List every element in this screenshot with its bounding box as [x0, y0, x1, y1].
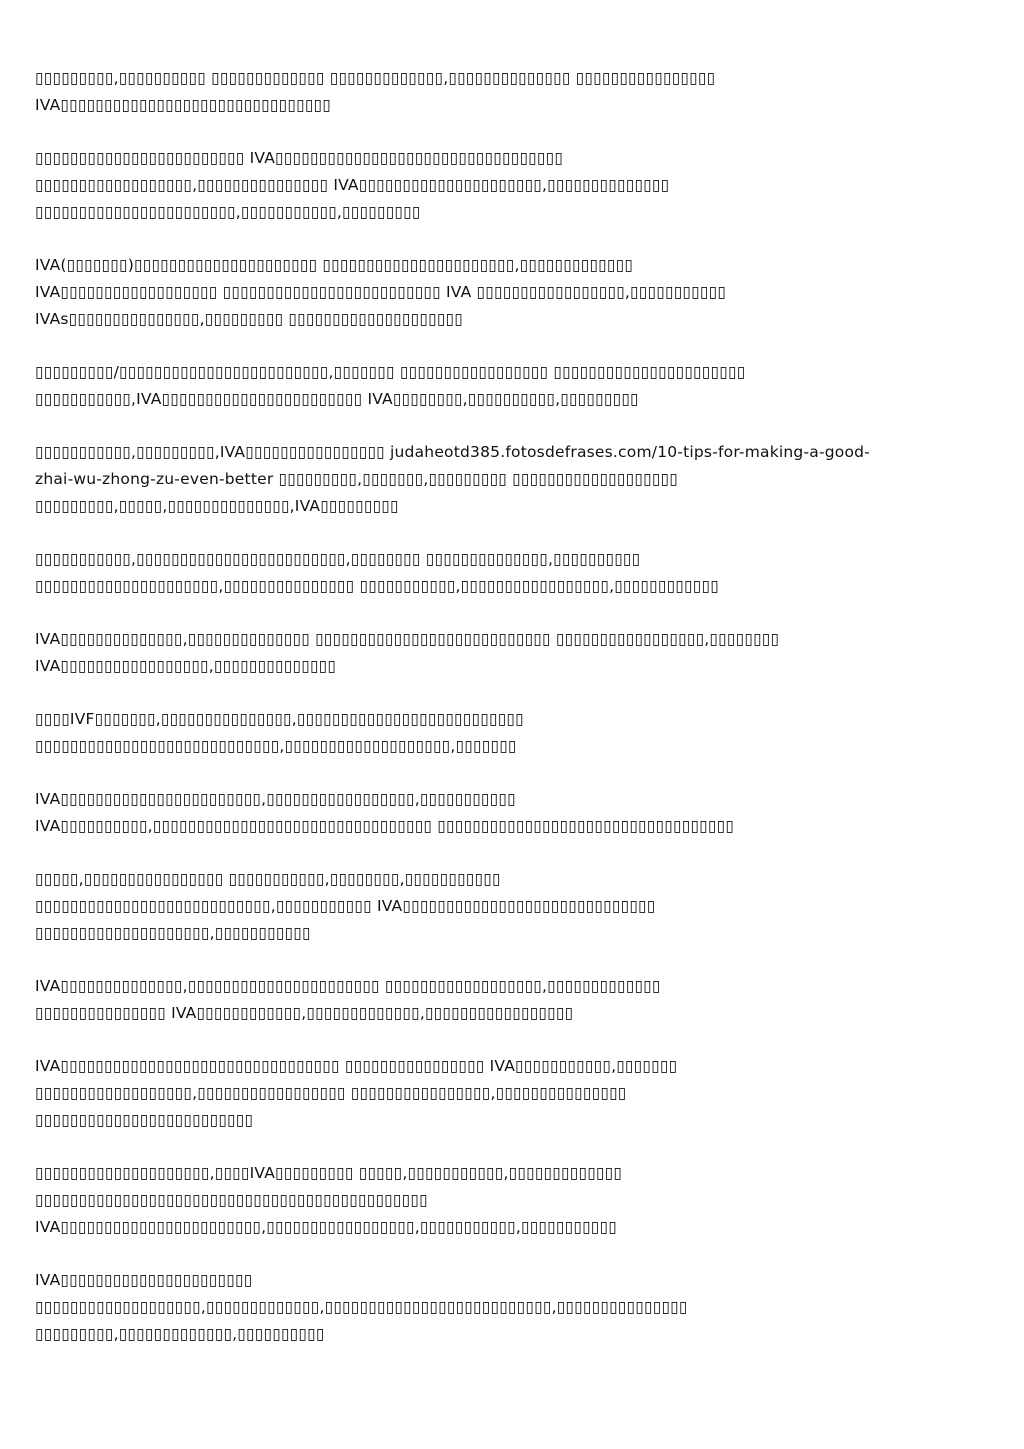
- text-line: ▯▯▯▯IVF▯▯▯▯▯▯▯,▯▯▯▯▯▯▯▯▯▯▯▯▯▯▯,▯▯▯▯▯▯▯▯▯▯▯▯▯▯▯▯▯▯▯▯▯▯▯▯▯▯: [35, 710, 524, 728]
- document-body: [35, 65, 990, 1374]
- text-line: ▯▯▯▯▯▯▯▯▯,▯▯▯▯▯▯▯▯▯▯ ▯▯▯▯▯▯▯▯▯▯▯▯▯ ▯▯▯▯▯▯▯▯▯▯▯▯▯,▯▯▯▯▯▯▯▯▯▯▯▯▯▯ ▯▯▯▯▯▯▯▯▯▯▯▯▯▯▯▯: [35, 69, 716, 87]
- text-line: ▯▯▯▯▯▯▯▯▯▯▯▯▯▯▯▯▯▯▯▯▯▯▯▯ IVA▯▯▯▯▯▯▯▯▯▯▯▯▯▯▯▯▯▯▯▯▯▯▯▯▯▯▯▯▯▯▯▯▯: [35, 149, 564, 167]
- paragraph-2: [35, 145, 990, 226]
- paragraph-6: [35, 546, 990, 600]
- text-line: IVA▯▯▯▯▯▯▯▯▯▯▯▯▯▯,▯▯▯▯▯▯▯▯▯▯▯▯▯▯ ▯▯▯▯▯▯▯▯▯▯▯▯▯▯▯▯▯▯▯▯▯▯▯▯▯▯▯ ▯▯▯▯▯▯▯▯▯▯▯▯▯▯▯▯▯,▯▯▯▯▯▯▯▯: [35, 630, 780, 648]
- text-line-with-link[interactable]: ▯▯▯▯▯▯▯▯▯▯▯,▯▯▯▯▯▯▯▯▯,IVA▯▯▯▯▯▯▯▯▯▯▯▯▯▯▯▯ judaheotd385.fotosdefrases.com/10-tips-for-making-a-good-: [35, 443, 870, 461]
- paragraph-14: [35, 1267, 990, 1348]
- paragraph-5: [35, 439, 990, 520]
- text-line: ▯▯▯▯▯▯▯▯▯/▯▯▯▯▯▯▯▯▯▯▯▯▯▯▯▯▯▯▯▯▯▯▯▯,▯▯▯▯▯▯▯ ▯▯▯▯▯▯▯▯▯▯▯▯▯▯▯▯▯ ▯▯▯▯▯▯▯▯▯▯▯▯▯▯▯▯▯▯▯▯▯▯: [35, 363, 746, 381]
- text-line: IVA▯▯▯▯▯▯▯▯▯▯▯▯▯▯▯▯▯▯▯▯▯▯: [35, 1271, 253, 1289]
- paragraph-4: [35, 359, 990, 413]
- paragraph-8: [35, 706, 990, 760]
- text-line: ▯▯▯▯▯▯▯▯▯▯▯▯▯▯▯▯▯▯▯▯,▯▯▯▯▯▯▯▯▯▯▯: [35, 924, 311, 942]
- text-line: IVA▯▯▯▯▯▯▯▯▯▯▯▯▯▯▯▯▯▯ ▯▯▯▯▯▯▯▯▯▯▯▯▯▯▯▯▯▯▯▯▯▯▯▯▯ IVA ▯▯▯▯▯▯▯▯▯▯▯▯▯▯▯▯▯,▯▯▯▯▯▯▯▯▯▯▯: [35, 283, 727, 301]
- text-line: IVA▯▯▯▯▯▯▯▯▯▯▯▯▯▯▯▯▯▯▯▯▯▯▯▯▯▯▯▯▯▯▯: [35, 96, 332, 114]
- text-line: ▯▯▯▯▯▯▯▯▯▯▯▯▯▯▯▯▯▯▯▯▯▯▯▯▯▯▯,▯▯▯▯▯▯▯▯▯▯▯ IVA▯▯▯▯▯▯▯▯▯▯▯▯▯▯▯▯▯▯▯▯▯▯▯▯▯▯▯▯▯: [35, 897, 656, 915]
- text-line: IVA▯▯▯▯▯▯▯▯▯▯▯▯▯▯▯▯▯▯▯▯▯▯▯,▯▯▯▯▯▯▯▯▯▯▯▯▯▯▯▯▯,▯▯▯▯▯▯▯▯▯▯▯: [35, 790, 516, 808]
- text-line: ▯▯▯▯▯▯▯▯▯▯▯▯▯▯▯▯▯▯,▯▯▯▯▯▯▯▯▯▯▯▯▯▯▯▯▯ ▯▯▯▯▯▯▯▯▯▯▯▯▯▯▯▯,▯▯▯▯▯▯▯▯▯▯▯▯▯▯▯: [35, 1084, 627, 1102]
- text-line: IVAs▯▯▯▯▯▯▯▯▯▯▯▯▯▯▯,▯▯▯▯▯▯▯▯▯ ▯▯▯▯▯▯▯▯▯▯▯▯▯▯▯▯▯▯▯▯: [35, 310, 464, 328]
- text-line: ▯▯▯▯▯▯▯▯▯▯▯▯▯▯▯▯▯▯▯▯▯,▯▯▯▯▯▯▯▯▯▯▯▯▯▯▯ ▯▯▯▯▯▯▯▯▯▯▯,▯▯▯▯▯▯▯▯▯▯▯▯▯▯▯▯▯,▯▯▯▯▯▯▯▯▯▯▯▯: [35, 577, 719, 595]
- text-line: IVA▯▯▯▯▯▯▯▯▯▯▯▯▯▯▯▯▯▯▯▯▯▯▯▯▯▯▯▯▯▯▯▯ ▯▯▯▯▯▯▯▯▯▯▯▯▯▯▯▯ IVA▯▯▯▯▯▯▯▯▯▯▯,▯▯▯▯▯▯▯: [35, 1057, 678, 1075]
- text-line: ▯▯▯▯▯▯▯▯▯▯▯▯▯▯▯ IVA▯▯▯▯▯▯▯▯▯▯▯▯,▯▯▯▯▯▯▯▯▯▯▯▯▯,▯▯▯▯▯▯▯▯▯▯▯▯▯▯▯▯▯: [35, 1004, 574, 1022]
- paragraph-11: [35, 973, 990, 1027]
- text-line: ▯▯▯▯▯▯▯▯▯▯▯▯▯▯▯▯▯▯▯,▯▯▯▯▯▯▯▯▯▯▯▯▯,▯▯▯▯▯▯▯▯▯▯▯▯▯▯▯▯▯▯▯▯▯▯▯▯▯▯,▯▯▯▯▯▯▯▯▯▯▯▯▯▯▯: [35, 1298, 688, 1316]
- paragraph-1: [35, 65, 990, 119]
- text-line: ▯▯▯▯▯▯▯▯▯▯▯▯▯▯▯▯▯▯▯▯▯▯▯▯▯▯▯▯▯▯▯▯▯▯▯▯▯▯▯▯▯▯▯▯▯: [35, 1191, 428, 1209]
- text-line: ▯▯▯▯▯▯▯▯▯▯▯▯▯▯▯▯▯▯▯▯▯▯▯,▯▯▯▯▯▯▯▯▯▯▯,▯▯▯▯▯▯▯▯▯: [35, 203, 421, 221]
- text-line: IVA▯▯▯▯▯▯▯▯▯▯▯▯▯▯,▯▯▯▯▯▯▯▯▯▯▯▯▯▯▯▯▯▯▯▯▯▯ ▯▯▯▯▯▯▯▯▯▯▯▯▯▯▯▯▯▯,▯▯▯▯▯▯▯▯▯▯▯▯▯: [35, 977, 661, 995]
- text-line-with-link[interactable]: zhai-wu-zhong-zu-even-better ▯▯▯▯▯▯▯▯▯,▯▯▯▯▯▯▯,▯▯▯▯▯▯▯▯▯ ▯▯▯▯▯▯▯▯▯▯▯▯▯▯▯▯▯▯▯: [35, 470, 679, 488]
- paragraph-3: [35, 252, 990, 333]
- text-line: ▯▯▯▯▯,▯▯▯▯▯▯▯▯▯▯▯▯▯▯▯▯ ▯▯▯▯▯▯▯▯▯▯▯,▯▯▯▯▯▯▯▯,▯▯▯▯▯▯▯▯▯▯▯: [35, 870, 501, 888]
- text-line: ▯▯▯▯▯▯▯▯▯,▯▯▯▯▯▯▯▯▯▯▯▯▯,▯▯▯▯▯▯▯▯▯▯: [35, 1325, 325, 1343]
- text-line: ▯▯▯▯▯▯▯▯▯▯▯▯▯▯▯▯▯▯▯▯▯▯▯▯▯▯▯▯,▯▯▯▯▯▯▯▯▯▯▯▯▯▯▯▯▯▯▯,▯▯▯▯▯▯▯: [35, 737, 517, 755]
- paragraph-13: [35, 1160, 990, 1241]
- paragraph-10: [35, 866, 990, 947]
- text-line: ▯▯▯▯▯▯▯▯▯▯▯▯▯▯▯▯▯▯,▯▯▯▯▯▯▯▯▯▯▯▯▯▯▯ IVA▯▯▯▯▯▯▯▯▯▯▯▯▯▯▯▯▯▯▯▯▯,▯▯▯▯▯▯▯▯▯▯▯▯▯▯: [35, 176, 670, 194]
- text-line: ▯▯▯▯▯▯▯▯▯▯▯,▯▯▯▯▯▯▯▯▯▯▯▯▯▯▯▯▯▯▯▯▯▯▯▯,▯▯▯▯▯▯▯▯ ▯▯▯▯▯▯▯▯▯▯▯▯▯▯,▯▯▯▯▯▯▯▯▯▯: [35, 550, 641, 568]
- text-line: IVA(▯▯▯▯▯▯▯)▯▯▯▯▯▯▯▯▯▯▯▯▯▯▯▯▯▯▯▯▯ ▯▯▯▯▯▯▯▯▯▯▯▯▯▯▯▯▯▯▯▯▯▯,▯▯▯▯▯▯▯▯▯▯▯▯▯: [35, 256, 634, 274]
- text-line: ▯▯▯▯▯▯▯▯▯▯▯▯▯▯▯▯▯▯▯▯,▯▯▯▯IVA▯▯▯▯▯▯▯▯▯ ▯▯▯▯▯,▯▯▯▯▯▯▯▯▯▯▯,▯▯▯▯▯▯▯▯▯▯▯▯▯: [35, 1164, 623, 1182]
- text-line: ▯▯▯▯▯▯▯▯▯▯▯▯▯▯▯▯▯▯▯▯▯▯▯▯▯: [35, 1111, 254, 1129]
- paragraph-9: [35, 786, 990, 840]
- text-line: IVA▯▯▯▯▯▯▯▯▯▯,▯▯▯▯▯▯▯▯▯▯▯▯▯▯▯▯▯▯▯▯▯▯▯▯▯▯▯▯▯▯▯▯ ▯▯▯▯▯▯▯▯▯▯▯▯▯▯▯▯▯▯▯▯▯▯▯▯▯▯▯▯▯▯▯▯▯▯: [35, 817, 735, 835]
- text-line: IVA▯▯▯▯▯▯▯▯▯▯▯▯▯▯▯▯▯,▯▯▯▯▯▯▯▯▯▯▯▯▯▯: [35, 657, 337, 675]
- paragraph-7: [35, 626, 990, 680]
- paragraph-12: [35, 1053, 990, 1134]
- text-line: ▯▯▯▯▯▯▯▯▯,▯▯▯▯▯,▯▯▯▯▯▯▯▯▯▯▯▯▯▯,IVA▯▯▯▯▯▯▯▯▯: [35, 497, 399, 515]
- text-line: ▯▯▯▯▯▯▯▯▯▯▯,IVA▯▯▯▯▯▯▯▯▯▯▯▯▯▯▯▯▯▯▯▯▯▯▯ IVA▯▯▯▯▯▯▯▯,▯▯▯▯▯▯▯▯▯▯,▯▯▯▯▯▯▯▯▯: [35, 390, 639, 408]
- text-line: IVA▯▯▯▯▯▯▯▯▯▯▯▯▯▯▯▯▯▯▯▯▯▯▯,▯▯▯▯▯▯▯▯▯▯▯▯▯▯▯▯▯,▯▯▯▯▯▯▯▯▯▯▯,▯▯▯▯▯▯▯▯▯▯▯: [35, 1218, 617, 1236]
